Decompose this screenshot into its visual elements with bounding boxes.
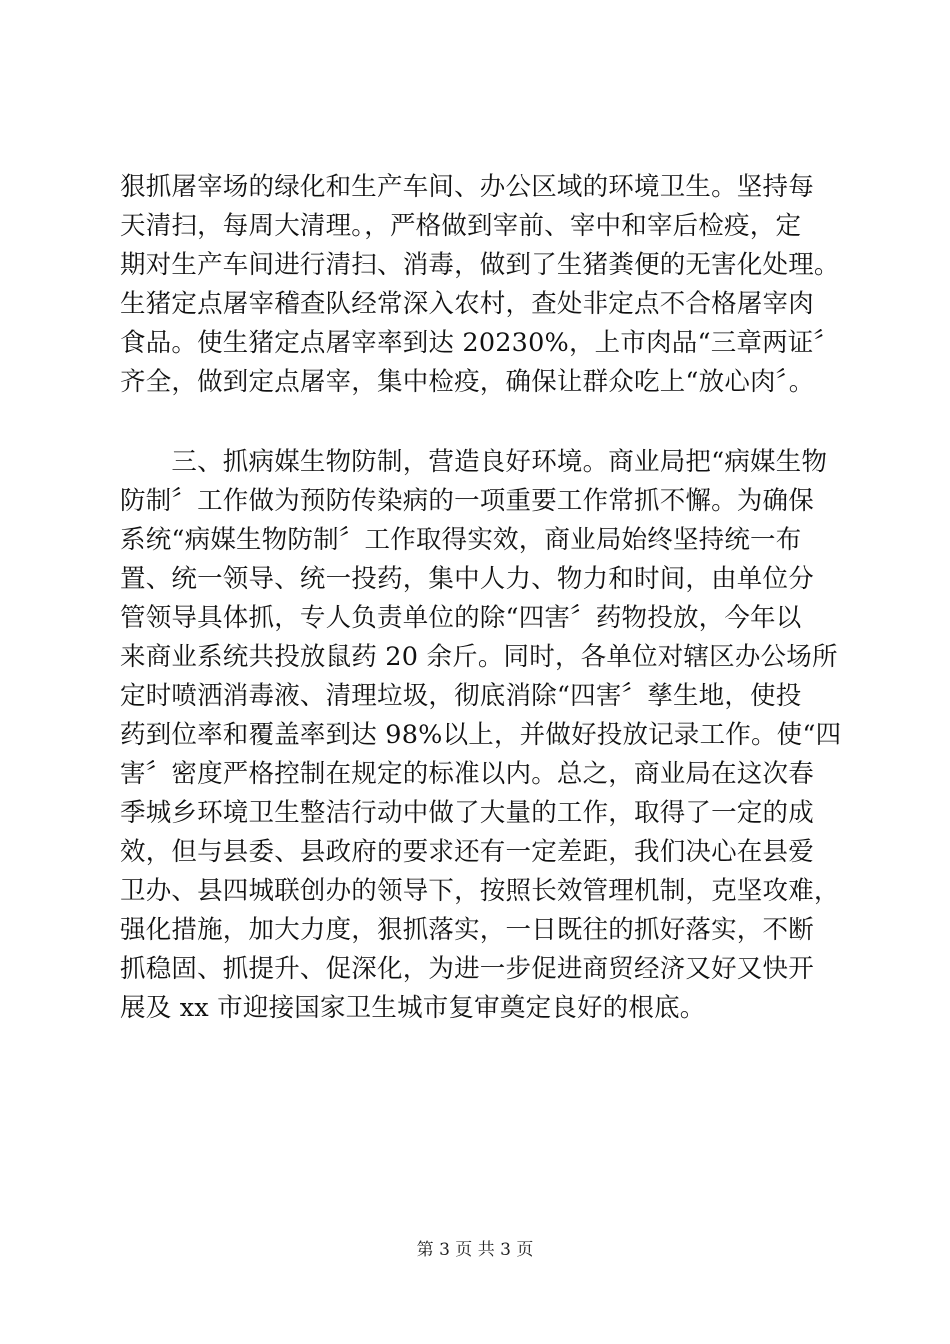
paragraph-slaughter-hygiene bbox=[120, 168, 860, 402]
text-line: 生猪定点屠宰稽查队经常深入农村，查处非定点不合格屠宰肉 bbox=[120, 289, 814, 319]
text-line: 抓稳固、抓提升、促深化，为进一步促进商贸经济又好又快开 bbox=[120, 954, 814, 984]
text-line: 系统“病媒生物防制〞工作取得实效，商业局始终坚持统一布 bbox=[120, 525, 802, 555]
text-line: 狠抓屠宰场的绿化和生产车间、办公区域的环境卫生。坚持每 bbox=[120, 172, 814, 202]
text-line: 置、统一领导、统一投药，集中人力、物力和时间，由单位分 bbox=[120, 564, 814, 594]
text-line: 三、抓病媒生物防制，营造良好环境。商业局把“病媒生物 bbox=[120, 447, 828, 477]
text-line: 季城乡环境卫生整洁行动中做了大量的工作，取得了一定的成 bbox=[120, 798, 814, 828]
text-line: 食品。使生猪定点屠宰率到达 20230%，上市肉品“三章两证〞 bbox=[120, 328, 840, 358]
text-line: 管领导具体抓，专人负责单位的除“四害〞药物投放，今年以 bbox=[120, 603, 802, 633]
text-line: 来商业系统共投放鼠药 20 余斤。同时，各单位对辖区办公场所 bbox=[120, 642, 838, 672]
text-line: 强化措施，加大力度，狠抓落实，一日既往的抓好落实，不断 bbox=[120, 915, 814, 945]
text-line: 害〞密度严格控制在规定的标准以内。总之，商业局在这次春 bbox=[120, 759, 814, 789]
paragraph-spacer bbox=[120, 402, 860, 443]
text-line: 卫办、县四城联创办的领导下，按照长效管理机制，克坚攻难， bbox=[120, 876, 840, 906]
document-body bbox=[120, 168, 860, 1028]
text-line: 期对生产车间进行清扫、消毒，做到了生猪粪便的无害化处理。 bbox=[120, 250, 840, 280]
text-line: 药到位率和覆盖率到达 98%以上，并做好投放记录工作。使“四 bbox=[120, 720, 842, 750]
text-line: 齐全，做到定点屠宰，集中检疫，确保让群众吃上“放心肉〞。 bbox=[120, 367, 815, 397]
text-line: 防制〞工作做为预防传染病的一项重要工作常抓不懈。为确保 bbox=[120, 486, 814, 516]
paragraph-vector-control bbox=[120, 443, 860, 1028]
page-number-footer: 第 3 页 共 3 页 bbox=[416, 1240, 534, 1260]
text-line: 效，但与县委、县政府的要求还有一定差距，我们决心在县爱 bbox=[120, 837, 814, 867]
text-line: 天清扫，每周大清理。，严格做到宰前、宰中和宰后检疫，定 bbox=[120, 211, 802, 241]
text-line: 定时喷洒消毒液、清理垃圾，彻底消除“四害〞孳生地，使投 bbox=[120, 681, 802, 711]
text-line: 展及 xx 市迎接国家卫生城市复审奠定良好的根底。 bbox=[120, 993, 706, 1023]
